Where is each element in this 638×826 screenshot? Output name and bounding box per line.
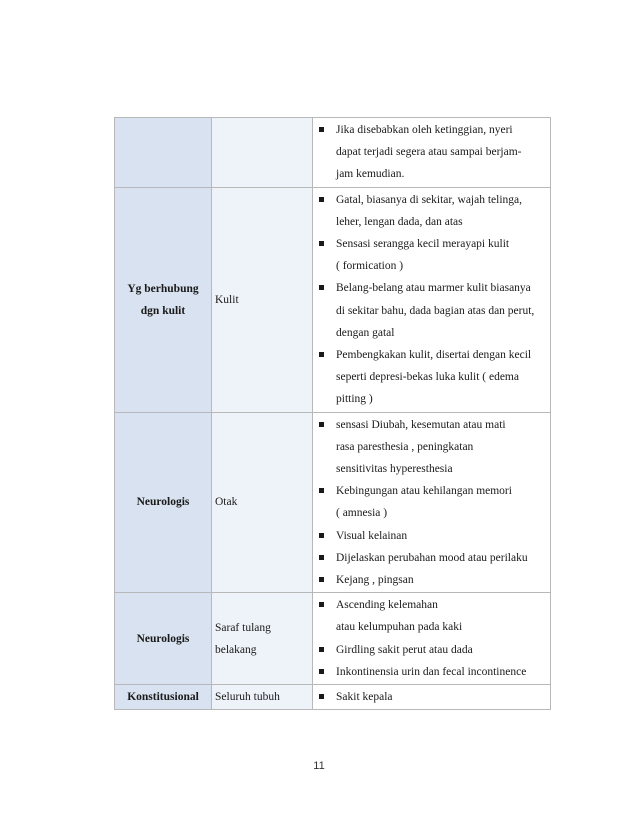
location-cell [212,118,313,188]
symptom-text: atau kelumpuhan pada kaki [336,621,463,634]
location-cell [212,412,313,593]
symptoms-cell [313,187,551,412]
square-bullet-icon [319,352,324,357]
symptom-text: ( amnesia ) [336,507,388,520]
symptom-text: pitting ) [336,393,373,406]
square-bullet-icon [319,197,324,202]
square-bullet-icon [319,694,324,699]
location-cell [212,685,313,710]
category-text: Konstitusional [127,691,199,704]
symptom-item [313,525,546,547]
category-cell [115,412,212,593]
location-text: belakang [215,643,257,656]
symptom-text: Sensasi serangga kecil merayapi kulit [336,238,510,251]
symptom-text: Inkontinensia urin dan fecal incontinence [336,665,527,678]
symptom-text: Jika disebabkan oleh ketinggian, nyeri [336,124,513,136]
symptom-text: Visual kelainan [336,529,408,542]
square-bullet-icon [319,555,324,560]
square-bullet-icon [319,241,324,246]
category-text: Neurologis [136,496,190,509]
category-text: Neurologis [136,632,190,645]
category-cell [115,118,212,188]
symptom-item [313,344,546,411]
symptom-text: Pembengkakan kulit, disertai dengan kecil [336,349,532,362]
symptom-item [313,119,546,186]
table-row [115,118,551,188]
location-cell [212,593,313,685]
symptom-text: Girdling sakit perut atau dada [336,643,473,656]
category-text: Yg berhubung [127,282,199,295]
square-bullet-icon [319,127,324,132]
symptoms-cell [313,118,551,188]
symptoms-cell [313,412,551,593]
table-row [115,593,551,685]
square-bullet-icon [319,488,324,493]
symptom-item [313,569,546,591]
symptom-text: dapat terjadi segera atau sampai berjam- [336,146,522,159]
symptom-list [313,594,546,683]
symptom-item [313,233,546,277]
symptom-text: Ascending kelemahan [336,599,438,612]
symptom-text: Dijelaskan perubahan mood atau perilaku [336,551,528,564]
symptom-text: dengan gatal [336,326,395,339]
category-cell [115,593,212,685]
symptom-text: jam kemudian. [336,168,405,181]
symptom-text: sensitivitas hyperesthesia [336,463,453,476]
category-cell [115,187,212,412]
symptom-text: rasa paresthesia , peningkatan [336,440,474,453]
square-bullet-icon [319,422,324,427]
symptom-text: Kebingungan atau kehilangan memori [336,485,512,498]
location-text: Saraf tulang [215,621,271,634]
symptom-list [313,686,546,708]
symptom-text: seperti depresi-bekas luka kulit ( edema [336,371,519,384]
square-bullet-icon [319,285,324,290]
symptoms-cell [313,593,551,685]
symptom-list [313,119,546,186]
symptom-list [313,189,546,411]
symptom-item [313,661,546,683]
square-bullet-icon [319,602,324,607]
symptom-text: ( formication ) [336,260,404,273]
table-row [115,685,551,710]
category-cell [115,685,212,710]
symptom-item [313,547,546,569]
symptom-text: Sakit kepala [336,691,393,704]
location-cell [212,187,313,412]
square-bullet-icon [319,533,324,538]
square-bullet-icon [319,577,324,582]
location-text: Otak [215,496,238,509]
category-text: dgn kulit [140,304,186,317]
symptom-item [313,594,546,638]
symptom-item [313,639,546,661]
symptoms-table [114,117,551,710]
symptom-text: Gatal, biasanya di sekitar, wajah telinga, [336,193,523,206]
table-row [115,187,551,412]
symptom-list [313,414,546,592]
symptom-text: leher, lengan dada, dan atas [336,215,463,228]
location-text: Kulit [215,293,239,306]
page-number: 11 [313,760,325,772]
table-row [115,412,551,593]
square-bullet-icon [319,669,324,674]
symptoms-cell [313,685,551,710]
symptom-item [313,189,546,233]
symptom-item [313,277,546,344]
square-bullet-icon [319,647,324,652]
symptom-text: Kejang , pingsan [336,574,414,587]
symptom-text: Belang-belang atau marmer kulit biasanya [336,282,531,295]
symptom-item [313,686,546,708]
symptom-item [313,414,546,481]
symptom-text: sensasi Diubah, kesemutan atau mati [336,418,506,431]
symptom-text: di sekitar bahu, dada bagian atas dan perut, [336,304,535,317]
location-text: Seluruh tubuh [215,691,280,704]
symptom-item [313,480,546,524]
